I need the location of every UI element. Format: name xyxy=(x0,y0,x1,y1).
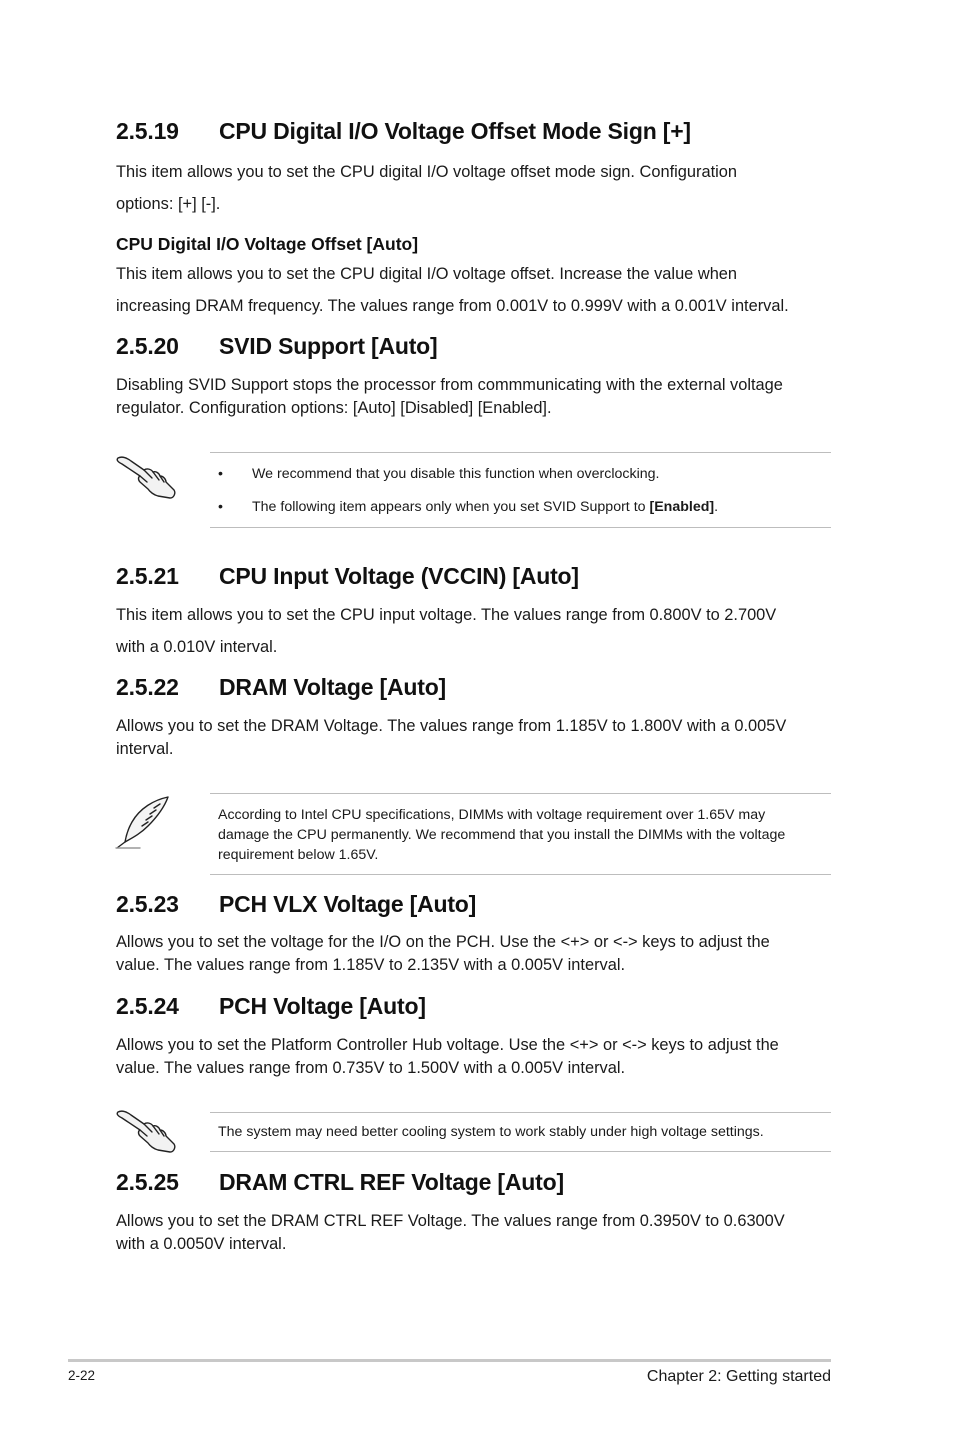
paragraph-line: This item allows you to set the CPU input voltage. The values range from 0.800V to 2.700V xyxy=(116,606,777,624)
paragraph-line: regulator. Configuration options: [Auto] [Disabled] [Enabled]. xyxy=(116,399,552,417)
note-text: requirement below 1.65V. xyxy=(218,847,379,863)
note-box-dram-warning xyxy=(210,793,831,875)
paragraph-line: Allows you to set the DRAM Voltage. The values range from 1.185V to 1.800V with a 0.005V xyxy=(116,717,787,735)
paragraph-line: interval. xyxy=(116,740,174,758)
bullet: • xyxy=(218,466,223,482)
note-text: . xyxy=(714,499,719,515)
section-title: CPU Input Voltage (VCCIN) [Auto] xyxy=(219,563,579,589)
section-title: PCH Voltage [Auto] xyxy=(219,993,426,1019)
paragraph-line: increasing DRAM frequency. The values range from 0.001V to 0.999V with a 0.001V interval. xyxy=(116,297,789,315)
paragraph-line: value. The values range from 1.185V to 2.135V with a 0.005V interval. xyxy=(116,956,626,974)
section-number: 2.5.19 xyxy=(116,118,179,144)
paragraph-line: Allows you to set the voltage for the I/O on the PCH. Use the <+> or <-> keys to adjust the xyxy=(116,933,770,951)
note-bullet-item xyxy=(210,466,659,482)
paragraph-line: value. The values range from 0.735V to 1.500V with a 0.005V interval. xyxy=(116,1059,626,1077)
note-bullet-item xyxy=(210,499,718,515)
pointing-hand-icon xyxy=(114,452,178,502)
note-box-cooling xyxy=(210,1112,831,1152)
section-number: 2.5.24 xyxy=(116,993,179,1019)
section-title: DRAM CTRL REF Voltage [Auto] xyxy=(219,1169,564,1195)
section-title: SVID Support [Auto] xyxy=(219,333,438,359)
bullet: • xyxy=(218,499,223,515)
section-number: 2.5.25 xyxy=(116,1169,179,1195)
paragraph-line: This item allows you to set the CPU digital I/O voltage offset mode sign. Configuration xyxy=(116,163,738,181)
paragraph-line: Allows you to set the DRAM CTRL REF Voltage. The values range from 0.3950V to 0.6300V xyxy=(116,1212,785,1230)
quill-pen-icon xyxy=(114,794,172,850)
note-text-bold: [Enabled] xyxy=(649,499,715,515)
paragraph-line: with a 0.0050V interval. xyxy=(116,1235,287,1253)
section-number: 2.5.21 xyxy=(116,563,179,589)
section-number: 2.5.23 xyxy=(116,891,179,917)
paragraph-line: This item allows you to set the CPU digital I/O voltage offset. Increase the value when xyxy=(116,265,738,283)
footer-rule xyxy=(68,1359,831,1362)
chapter-label: Chapter 2: Getting started xyxy=(646,1368,831,1385)
section-heading-2-5-24 xyxy=(116,993,426,1020)
section-title: DRAM Voltage [Auto] xyxy=(219,674,447,700)
note-text: We recommend that you disable this function when overclocking. xyxy=(252,466,660,482)
paragraph-line: options: [+] [-]. xyxy=(116,195,221,213)
section-heading-2-5-19 xyxy=(116,118,691,145)
section-title: PCH VLX Voltage [Auto] xyxy=(219,891,477,917)
section-title: CPU Digital I/O Voltage Offset Mode Sign [+] xyxy=(219,118,691,144)
section-heading-2-5-20 xyxy=(116,333,438,360)
section-heading-2-5-25 xyxy=(116,1169,564,1196)
subsection-heading: CPU Digital I/O Voltage Offset [Auto] xyxy=(116,234,419,254)
paragraph-line: Disabling SVID Support stops the processor from commmunicating with the external voltage xyxy=(116,376,783,394)
paragraph-line: with a 0.010V interval. xyxy=(116,638,278,656)
section-heading-2-5-22 xyxy=(116,674,446,701)
note-text: According to Intel CPU specifications, DIMMs with voltage requirement over 1.65V may xyxy=(218,807,766,823)
paragraph-line: Allows you to set the Platform Controller Hub voltage. Use the <+> or <-> keys to adjust the xyxy=(116,1036,779,1054)
pointing-hand-icon xyxy=(114,1106,178,1156)
note-text: The following item appears only when you set SVID Support to xyxy=(252,499,650,515)
section-number: 2.5.20 xyxy=(116,333,179,359)
note-text: damage the CPU permanently. We recommend that you install the DIMMs with the voltage xyxy=(218,827,786,843)
section-number: 2.5.22 xyxy=(116,674,179,700)
note-text: The system may need better cooling system to work stably under high voltage settings. xyxy=(218,1124,764,1140)
section-heading-2-5-21 xyxy=(116,563,579,590)
note-box-svid xyxy=(210,452,831,528)
page-number: 2-22 xyxy=(68,1368,96,1383)
section-heading-2-5-23 xyxy=(116,891,476,918)
